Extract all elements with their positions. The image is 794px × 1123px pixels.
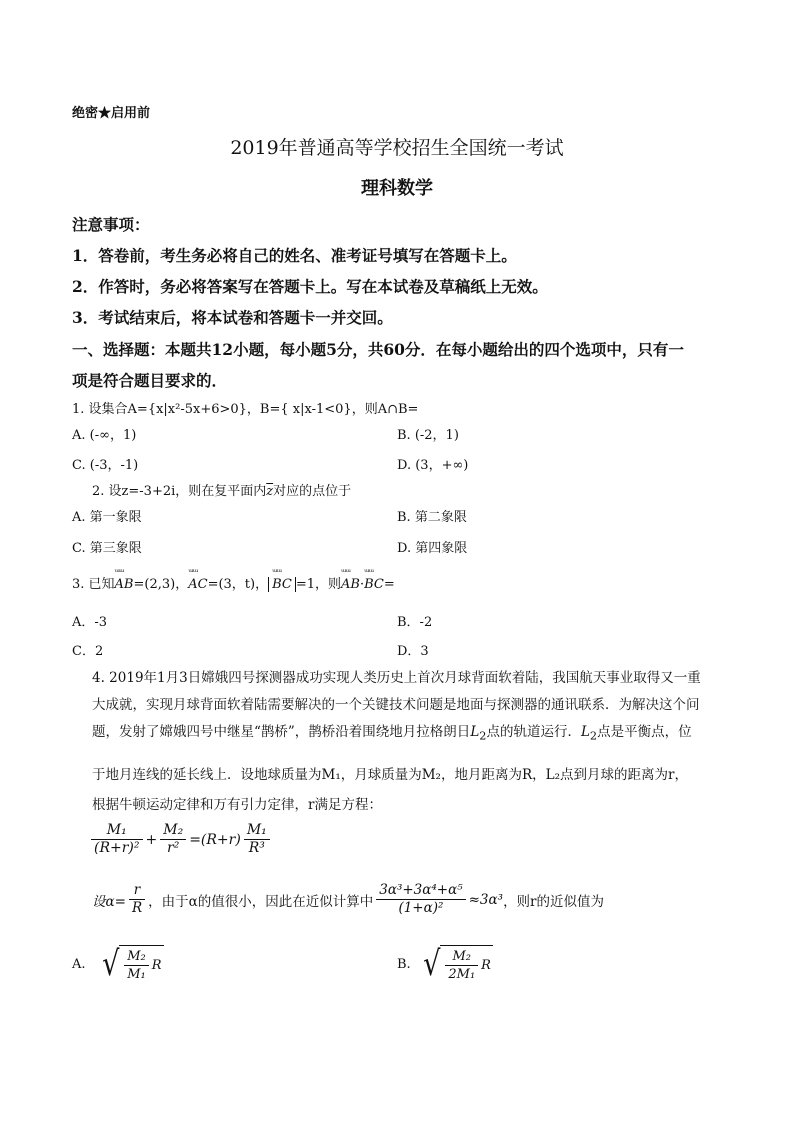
lagrange-point-sub: 2: [479, 729, 487, 743]
question-3-part-6: =: [383, 577, 395, 592]
question-4-line-2: 大成就，实现月球背面软着陆需要解决的一个关键技术问题是地面与探测器的通讯联系．为解决这个问: [92, 697, 700, 713]
vector-bc-2: ᵚᵚ BC: [364, 577, 384, 592]
confidential-mark: 绝密★启用前: [72, 106, 151, 121]
alpha-line-mid: ，由于α的值很小，因此在近似计算中: [148, 893, 374, 910]
alpha-def-pre: 设α=: [92, 893, 126, 910]
question-3-option-c: C．2: [72, 644, 104, 659]
question-4-line-3-pre: 题，发射了嫦娥四号中继星“鹊桥”，鹊桥沿着围绕地月拉格朗日: [92, 724, 471, 740]
question-2-stem: [92, 480, 351, 499]
option-a-den: M₁: [127, 967, 146, 982]
option-b-den: 2M₁: [448, 967, 476, 982]
equation-middle: =(R+r): [189, 831, 241, 848]
fraction-1: [91, 822, 143, 857]
approx-fraction-num: 3α³+3α⁴+α⁵: [376, 882, 465, 900]
question-1-option-c: C. (-3，-1): [72, 458, 139, 473]
exam-title: 2019年普通高等学校招生全国统一考试: [230, 137, 564, 159]
option-a-r: R: [151, 958, 162, 973]
question-3-part-2: =(2,3)，: [133, 577, 189, 592]
question-4-line-5: 根据牛顿运动定律和万有引力定律，r满足方程：: [92, 797, 382, 813]
fraction-3-den: R³: [248, 840, 265, 856]
question-2-stem-post: 对应的点位于: [273, 484, 352, 499]
approx-fraction-den: (1+α)²: [398, 900, 444, 916]
question-4-option-a: [72, 945, 164, 983]
question-2-option-b: B. 第二象限: [397, 510, 467, 525]
question-4-line-4: 于地月连线的延长线上．设地球质量为M₁，月球质量为M₂，地月距离为R，L₂点到月球的距离为r，: [92, 767, 688, 783]
question-4-line-1: 4. 2019年1月3日嫦娥四号探测器成功实现人类历史上首次月球背面软着陆，我国航天事业取得又一重: [92, 670, 701, 686]
question-2-option-c: C. 第三象限: [72, 541, 142, 556]
question-1-stem: 1. 设集合A={x|x²-5x+6>0}，B={ x|x-1<0}，则A∩B=: [72, 402, 419, 417]
alpha-fraction: [129, 882, 145, 917]
question-3-option-a: A．-3: [72, 615, 108, 630]
option-b-r: R: [481, 958, 491, 973]
option-b-label: B.: [397, 956, 411, 972]
question-1-option-b: B. (-2，1): [397, 428, 459, 443]
sqrt-icon: √: [101, 944, 120, 984]
alpha-fraction-den: R: [131, 900, 143, 916]
question-4-line-3-post: 点是平衡点，位: [597, 724, 692, 740]
question-3-part-1: 3. 已知: [72, 577, 115, 592]
fraction-3-num: M₁: [244, 822, 270, 840]
question-2-stem-pre: 2. 设z=-3+2i，则在复平面内: [92, 484, 267, 499]
option-b-fraction: [445, 948, 478, 983]
option-a-fraction: [124, 948, 149, 983]
vector-ab-2: ᵚᵚ AB: [341, 577, 360, 592]
sqrt-icon-2: √: [422, 944, 441, 984]
question-4-alpha-line: [92, 882, 604, 917]
option-b-radical: [421, 945, 493, 983]
vector-bc-magnitude: [268, 577, 296, 592]
lagrange-point-label-2: L: [580, 724, 590, 740]
vector-ac: ᵚᵚ AC: [188, 577, 207, 592]
question-1-option-d: D. (3，+∞): [397, 458, 469, 473]
option-a-label: A.: [72, 956, 86, 972]
notice-heading: 注意事项：: [72, 215, 150, 234]
section-heading-line-1: 一、选择题：本题共12小题，每小题5分，共60分．在每小题给出的四个选项中，只有一: [72, 340, 684, 359]
question-4-line-3: [92, 720, 692, 743]
notice-item-2: 2．作答时，务必将答案写在答题卡上。写在本试卷及草稿纸上无效。: [72, 277, 548, 296]
exam-subtitle: 理科数学: [361, 178, 433, 199]
approx-value: ≈3α³: [468, 891, 504, 908]
fraction-2-num: M₂: [160, 822, 186, 840]
fraction-3: [244, 822, 270, 857]
question-3-option-b: B．-2: [397, 615, 433, 630]
lagrange-point-label: L: [470, 724, 480, 740]
fraction-1-num: M₁: [91, 822, 143, 840]
question-4-line-3-mid: 点的轨道运行．: [486, 724, 581, 740]
question-3-part-4: =1，则: [295, 577, 342, 592]
vector-ab: ᵚᵚ AB: [115, 577, 134, 592]
fraction-1-den: (R+r)²: [94, 840, 140, 856]
option-a-radical: [100, 945, 164, 983]
alpha-line-post: ，则r的近似值为: [503, 893, 605, 910]
question-3-stem: [72, 573, 395, 592]
question-2-conjugate: $\overline{z}$: [266, 484, 274, 499]
plus-sign: +: [145, 831, 158, 848]
vector-bc: ᵚᵚ BC: [272, 577, 292, 592]
question-3-dot: ·: [359, 577, 365, 592]
approx-fraction: [376, 882, 465, 917]
section-heading-line-2: 项是符合题目要求的．: [72, 371, 228, 390]
question-1-option-a: A. (-∞，1): [72, 428, 137, 443]
question-2-option-d: D. 第四象限: [397, 541, 468, 556]
option-b-num: M₂: [445, 948, 478, 966]
question-3-option-d: D．3: [397, 644, 429, 659]
notice-item-3: 3．考试结束后，将本试卷和答题卡一并交回。: [72, 308, 393, 327]
orbit-equation: [88, 822, 273, 857]
option-a-num: M₂: [124, 948, 149, 966]
notice-item-1: 1．答卷前，考生务必将自己的姓名、准考证号填写在答题卡上。: [72, 246, 517, 265]
fraction-2: [160, 822, 186, 857]
alpha-fraction-num: r: [129, 882, 145, 900]
lagrange-point-sub-2: 2: [589, 729, 598, 743]
question-3-part-3: =(3，t)，: [207, 577, 269, 592]
fraction-2-den: r²: [167, 840, 180, 856]
question-4-option-b: [397, 945, 493, 983]
question-2-option-a: A. 第一象限: [72, 510, 142, 525]
